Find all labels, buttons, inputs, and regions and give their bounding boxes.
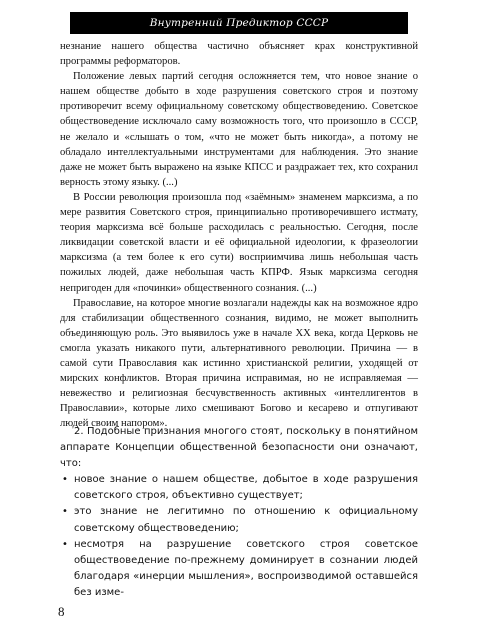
list-item-text: несмотря на разрушение советского строя советское обществоведение по-прежнему доминирует в сознании людей благодаря «инерции мышления», воспроизводимой оставшейся без изме- [74, 538, 418, 598]
bullet-icon: • [62, 506, 68, 518]
list-item [60, 537, 418, 601]
paragraph-orthodoxy: Православие, на которое многие возлагали надежды как на возможное ядро для стабилизации общественного сознания, видимо, не может выполнить объединяющую роль. Это выявилось уже в начале XX века, когда Церковь не смогла указать никакого пути, альтернативного революции. Причина — в самой сути Православия как истинно христианской религии, уходящей от мирских конфликтов. Вторая причина исправимая, но не исправляемая — невежество и религиозная бесчувственность активных «интеллигентов в Православии», которые лихо смешивают Богово и кесарево и отпугивают людей своим напором». [60, 297, 418, 430]
page-number: 8 [58, 604, 65, 619]
section-2 [60, 424, 418, 601]
list-item-text: это знание не легитимно по отношению к официальному советскому обществоведению; [74, 506, 418, 534]
body-text [60, 39, 418, 431]
bullet-icon: • [62, 474, 68, 486]
list-item [60, 472, 418, 504]
section-2-intro: 2. Подобные признания многого стоят, поскольку в понятийном аппарате Концепции общественной безопасности они означают, что: [60, 426, 418, 470]
list-item-text: новое знание о нашем обществе, добытое в ходе разрушения советского строя, объективно существует; [74, 474, 418, 502]
list-item [60, 504, 418, 536]
paragraph-continuation: незнание нашего общества частично объясняет крах конструктивной программы реформаторов. [60, 41, 418, 68]
bullet-list [60, 472, 418, 601]
running-header: Внутренний Предиктор СССР [70, 12, 408, 34]
paragraph-left-parties: Положение левых партий сегодня осложняется тем, что новое знание о нашем обществе добыто в ходе разрушения советского строя и поэтому противоречит всему официальному советскому обществоведению. Советское обществоведение исключало саму возможность того, что произошло в СССР, не желало и «слышать о том, «что не может быть никогда», а потому не обладало интеллектуальными инструментами для наблюдения. Это знание даже не может быть выражено на языке КПСС и раздражает тех, кто сохранил верность этому языку. (...) [60, 71, 418, 188]
paragraph-marxism: В России революция произошла под «заёмным» знаменем марксизма, а по мере развития Советского строя, принципиально противоречившего истмату, теория марксизма всё больше расходилась с реальностью. Сегодня, после ликвидации советской власти и её официальной идеологии, к фразеологии марксизма (а тем более к его сути) восприимчива лишь небольшая часть пожилых людей, даже небольшая часть КПРФ. Язык марксизма сегодня непригоден для «починки» общественного сознания. (...) [60, 191, 418, 294]
bullet-icon: • [62, 538, 68, 550]
